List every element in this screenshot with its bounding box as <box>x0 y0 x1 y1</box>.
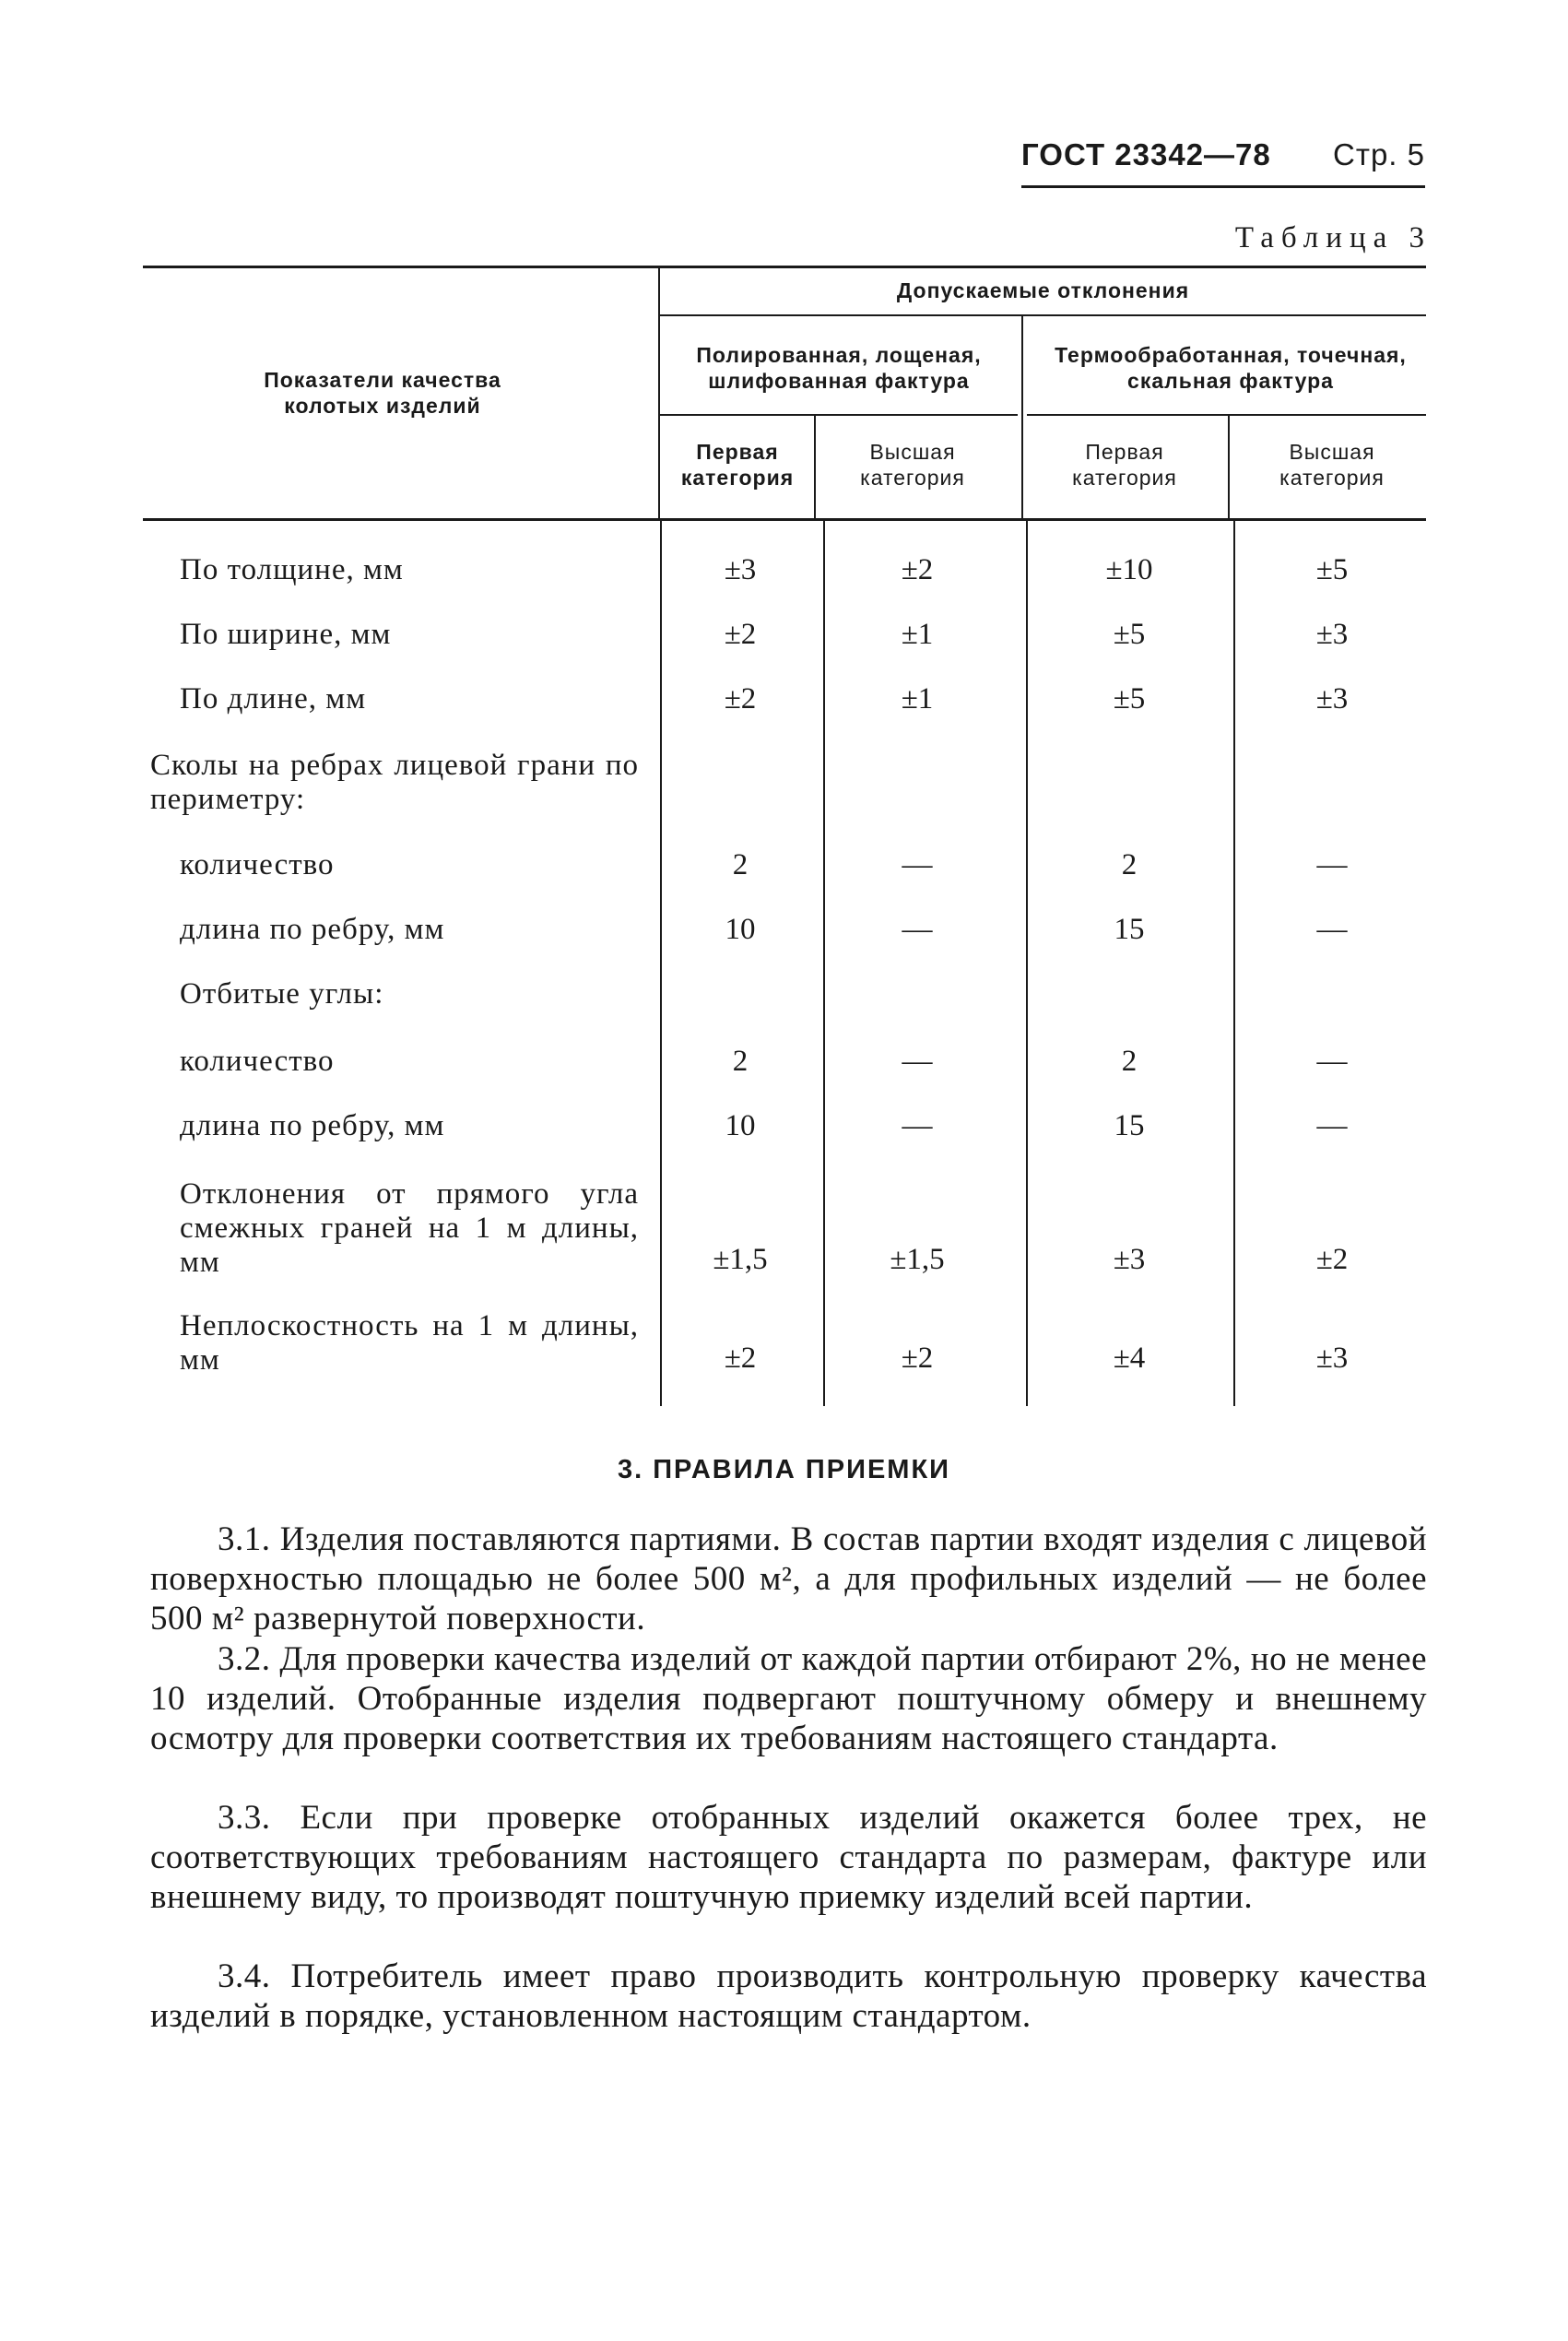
row-label: количество <box>180 1045 335 1078</box>
category-header-1: Первая категория <box>680 440 795 490</box>
group-underline-1 <box>660 414 1018 416</box>
cell: 10 <box>725 913 756 946</box>
table-label: Таблица 3 <box>1234 221 1432 254</box>
cell: 2 <box>732 1045 749 1078</box>
cell: ±3 <box>1113 1243 1146 1276</box>
cell: — <box>902 848 933 881</box>
group-header-thermal: Термообработанная, точечная, скальная фактура <box>1055 343 1407 393</box>
page-number: Стр. 5 <box>1333 137 1425 171</box>
row-label: длина по ребру, мм <box>180 913 445 946</box>
paragraph: 3.3. Если при проверке отобранных изделий окажется более трех, не соответствующих требованиям настоящего стандарта по размерам, фактуре или внешнему виду, то производят поштучную приемку изделий всей партии. <box>150 1799 1427 1916</box>
cell: ±1,5 <box>890 1243 945 1276</box>
cell: 2 <box>1121 1045 1138 1078</box>
cell: ±3 <box>1315 682 1349 715</box>
cell: 2 <box>1121 848 1138 881</box>
cell: ±3 <box>1315 618 1349 651</box>
paragraph: 3.2. Для проверки качества изделий от каждой партии отбирают 2%, но не менее 10 изделий. Отобранные изделия подвергают поштучному обмеру и внешнему осмотру для проверки соответствия их требованиям настоящего стандарта. <box>150 1640 1427 1757</box>
category-header-4: Высшая категория <box>1279 440 1385 490</box>
header-rule <box>1021 185 1425 188</box>
row-label: По длине, мм <box>180 682 367 715</box>
cell: 10 <box>725 1109 756 1142</box>
col-quality-header: Показатели качества колотых изделий <box>264 368 501 418</box>
cell: ±3 <box>1315 1342 1349 1375</box>
cell: — <box>1316 848 1348 881</box>
category-header-2: Высшая категория <box>860 440 965 490</box>
vline-body-4 <box>1233 521 1235 1406</box>
cell: ±4 <box>1113 1342 1146 1375</box>
cell: 15 <box>1114 1109 1145 1142</box>
cell: ±3 <box>724 553 757 586</box>
cell: ±5 <box>1113 618 1146 651</box>
cell: ±1,5 <box>713 1243 768 1276</box>
cell: ±1 <box>901 682 934 715</box>
col-deviations-header: Допускаемые отклонения <box>896 278 1190 302</box>
cell: ±2 <box>724 618 757 651</box>
cell: ±2 <box>724 1342 757 1375</box>
cell: ±2 <box>1315 1243 1349 1276</box>
cell: — <box>1316 1045 1348 1078</box>
deviations-underline <box>660 314 1426 316</box>
row-label: Неплоскостность на 1 м длины, мм <box>180 1309 639 1377</box>
category-header-3: Первая категория <box>1072 440 1177 490</box>
row-label: По толщине, мм <box>180 553 404 586</box>
cell: — <box>902 1045 933 1078</box>
row-label: Сколы на ребрах лицевой грани по периметру: <box>150 749 639 816</box>
cell: ±2 <box>901 553 934 586</box>
vline-main <box>658 267 660 518</box>
row-label: Отклонения от прямого угла смежных граней на 1 м длины, мм <box>180 1177 639 1279</box>
cell: 2 <box>732 848 749 881</box>
page-header <box>1021 134 1425 189</box>
vline-cat-3 <box>1228 416 1230 518</box>
cell: ±10 <box>1105 553 1153 586</box>
section-title: 3. ПРАВИЛА ПРИЕМКИ <box>617 1455 951 1484</box>
cell: — <box>1316 913 1348 946</box>
paragraph: 3.1. Изделия поставляются партиями. В состав партии входят изделия с лицевой поверхностью площадью не более 500 м², а для профильных изделий — не более 500 м² развернутой поверхности. <box>150 1520 1427 1638</box>
cell: — <box>902 913 933 946</box>
row-label: длина по ребру, мм <box>180 1109 445 1142</box>
cell: ±5 <box>1315 553 1349 586</box>
vline-body-3 <box>1026 521 1028 1406</box>
cell: ±2 <box>901 1342 934 1375</box>
cell: ±2 <box>724 682 757 715</box>
row-label: количество <box>180 848 335 881</box>
cell: ±5 <box>1113 682 1146 715</box>
cell: — <box>902 1109 933 1142</box>
group-underline-2 <box>1027 414 1426 416</box>
cell: — <box>1316 1109 1348 1142</box>
cell: ±1 <box>901 618 934 651</box>
row-label: По ширине, мм <box>180 618 392 651</box>
vline-groups <box>1021 316 1023 518</box>
table-top-rule <box>143 266 1426 268</box>
row-label: Отбитые углы: <box>180 977 384 1011</box>
group-header-polished: Полированная, лощеная, шлифованная фактура <box>696 343 982 393</box>
standard-number: ГОСТ 23342—78 <box>1021 137 1271 171</box>
paragraph: 3.4. Потребитель имеет право производить контрольную проверку качества изделий в порядке, установленном настоящим стандартом. <box>150 1957 1427 2035</box>
vline-cat-1 <box>814 416 816 518</box>
cell: 15 <box>1114 913 1145 946</box>
